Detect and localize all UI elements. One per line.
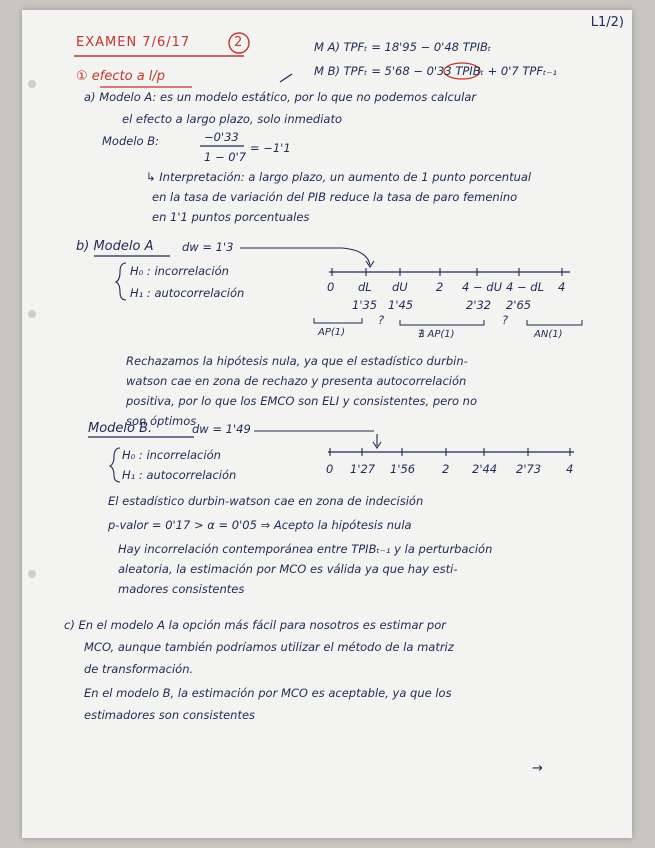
- conclusion-b-line2: p-valor = 0'17 > α = 0'05 ⇒ Acepto la hipótesis nula: [108, 518, 412, 532]
- question-number: 2: [234, 35, 243, 50]
- conclusion-b-line1: El estadístico durbin-watson cae en zona de indecisión: [108, 494, 424, 508]
- axis-a-label: dL: [358, 280, 372, 294]
- answer-c-line4: En el modelo B, la estimación por MCO es aceptable, ya que los: [84, 686, 452, 700]
- answer-c-line2: MCO, aunque también podríamos utilizar el método de la matriz: [84, 640, 454, 654]
- equation-model-a: M A) TPFₜ = 18'95 − 0'48 TPIBₜ: [314, 40, 492, 54]
- axis-b-label: 1'27: [350, 462, 376, 476]
- h0-model-a: H₀ : incorrelación: [130, 264, 229, 278]
- interpretation-line1: ↳ Interpretación: a largo plazo, un aumento de 1 punto porcentual: [146, 170, 532, 184]
- axis-b-label: 0: [326, 462, 334, 476]
- region-label: ∄ AP(1): [418, 329, 455, 340]
- answer-c-line3: de transformación.: [84, 662, 194, 676]
- region-label: ?: [378, 313, 385, 327]
- axis-a-value: 1'35: [352, 298, 378, 312]
- answer-c-line1: c) En el modelo A la opción más fácil para nosotros es estimar por: [64, 618, 446, 632]
- dw-model-a: dw = 1'3: [182, 240, 234, 254]
- region-label: ?: [502, 313, 509, 327]
- region-label: AP(1): [318, 327, 346, 338]
- model-b-heading: Modelo B.: [88, 421, 153, 436]
- fraction-denominator: 1 − 0'7: [204, 150, 247, 164]
- section-heading-effect: ① efecto a l/p: [76, 69, 166, 84]
- fraction-result: = −1'1: [250, 141, 291, 155]
- conclusion-a-line3: positiva, por lo que los EMCO son ELI y consistentes, pero no: [126, 394, 477, 408]
- continue-arrow: →: [532, 761, 543, 776]
- axis-a-label: dU: [392, 280, 408, 294]
- interpretation-line3: en 1'1 puntos porcentuales: [152, 210, 310, 224]
- axis-a-value: 2'65: [506, 298, 532, 312]
- conclusion-a-line1: Rechazamos la hipótesis nula, ya que el estadístico durbin-: [126, 354, 468, 368]
- interpretation-line2: en la tasa de variación del PIB reduce la tasa de paro femenino: [152, 190, 518, 204]
- conclusion-b-line4: aleatoria, la estimación por MCO es válida ya que hay esti-: [118, 562, 458, 576]
- conclusion-a-line2: watson cae en zona de rechazo y presenta autocorrelación: [126, 374, 467, 388]
- exam-title: EXAMEN 7/6/17: [76, 35, 191, 50]
- axis-b-label: 4: [566, 462, 574, 476]
- page-number: L1/2): [590, 15, 624, 30]
- modelo-b-label: Modelo B:: [102, 134, 159, 148]
- axis-a-label: 2: [436, 280, 444, 294]
- axis-a-label: 4 − dU: [462, 280, 502, 294]
- axis-a-value: 2'32: [466, 298, 492, 312]
- axis-a-value: 1'45: [388, 298, 414, 312]
- conclusion-b-line5: madores consistentes: [118, 582, 245, 596]
- axis-a-label: 4: [558, 280, 566, 294]
- axis-a-label: 4 − dL: [506, 280, 544, 294]
- axis-b-label: 2'73: [516, 462, 542, 476]
- dw-model-b: dw = 1'49: [192, 422, 251, 436]
- h1-model-b: H₁ : autocorrelación: [122, 468, 237, 482]
- exam-sheet: [22, 10, 632, 838]
- axis-b-label: 2: [442, 462, 450, 476]
- section-b-heading: b) Modelo A: [76, 239, 154, 254]
- axis-a-label: 0: [327, 280, 335, 294]
- h0-model-b: H₀ : incorrelación: [122, 448, 221, 462]
- answer-a-line1: a) Modelo A: es un modelo estático, por lo que no podemos calcular: [84, 90, 477, 104]
- answer-a-line2: el efecto a largo plazo, solo inmediato: [122, 112, 342, 126]
- h1-model-a: H₁ : autocorrelación: [130, 286, 245, 300]
- answer-c-line5: estimadores son consistentes: [84, 708, 256, 722]
- axis-b-label: 2'44: [472, 462, 498, 476]
- conclusion-b-line3: Hay incorrelación contemporánea entre TPIBₜ₋₁ y la perturbación: [118, 542, 493, 556]
- region-label: AN(1): [534, 329, 563, 340]
- axis-b-label: 1'56: [390, 462, 416, 476]
- conclusion-a-line4: son óptimos: [126, 414, 197, 428]
- fraction-numerator: −0'33: [204, 130, 239, 144]
- equation-model-b: M B) TPFₜ = 5'68 − 0'33 TPIBₜ + 0'7 TPFₜ₋₁: [314, 64, 558, 78]
